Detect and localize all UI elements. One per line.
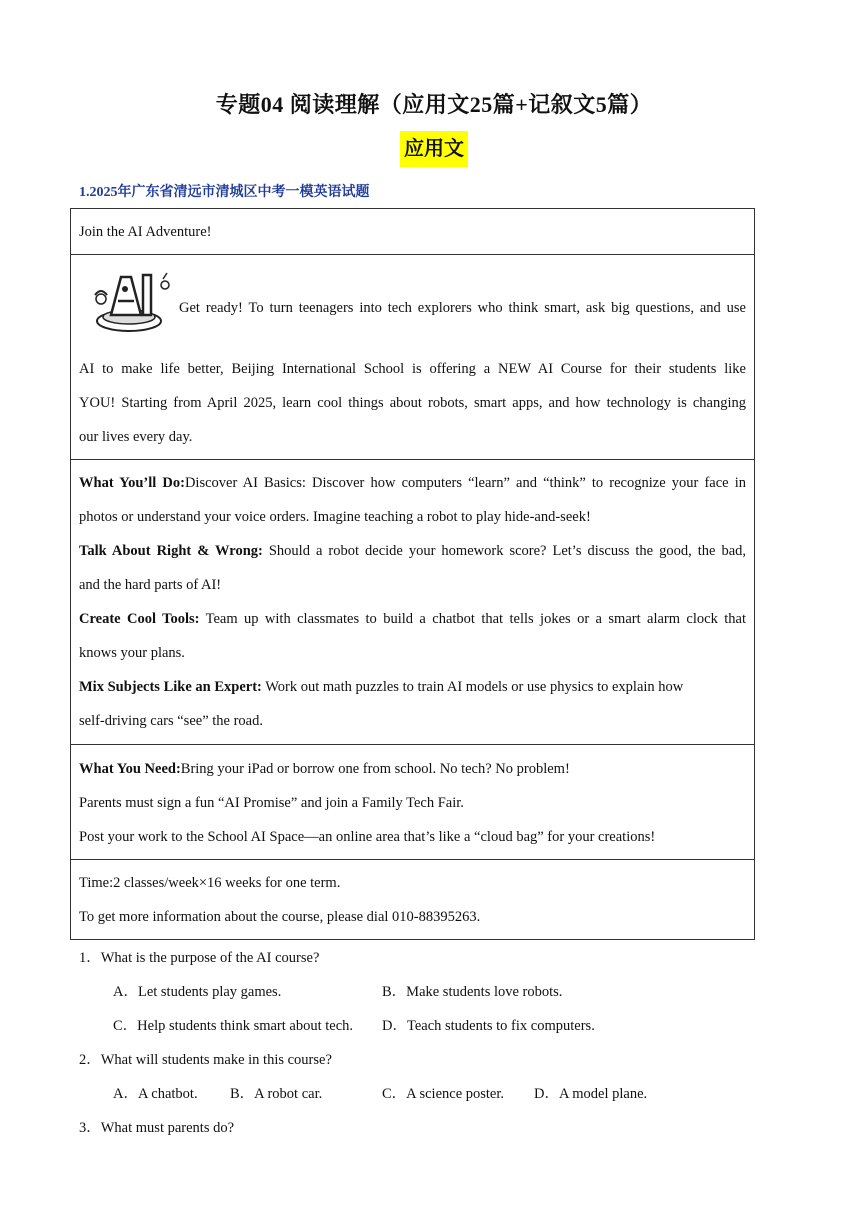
question-1-option-a[interactable]: A．Let students play games. bbox=[113, 984, 282, 1000]
activity-4-label: Mix Subjects Like an Expert: bbox=[79, 679, 262, 695]
intro-line-1: Get ready! To turn teenagers into tech explorers who think smart, ask big questions, and use bbox=[179, 300, 746, 316]
activity-2-line-2: and the hard parts of AI! bbox=[79, 577, 222, 593]
question-2-option-c[interactable]: C．A science poster. bbox=[382, 1086, 505, 1102]
passage-heading: Join the AI Adventure! bbox=[79, 224, 212, 240]
activity-3-line-2: knows your plans. bbox=[79, 645, 185, 661]
ai-robot-cartoon-icon bbox=[85, 265, 175, 337]
activity-1-line-1 bbox=[79, 466, 746, 500]
page-title: 专题04 阅读理解（应用文25篇+记叙文5篇） bbox=[215, 92, 653, 117]
activity-3-text: Team up with classmates to build a chatbot that tells jokes or a smart alarm clock that bbox=[199, 611, 746, 627]
activity-4-text: Work out math puzzles to train AI models or use physics to explain how bbox=[261, 679, 684, 695]
activities-box bbox=[70, 460, 755, 745]
activity-2-line-1 bbox=[79, 534, 746, 568]
activity-3-label: Create Cool Tools: bbox=[79, 611, 200, 627]
question-2-option-d[interactable]: D．A model plane. bbox=[534, 1086, 648, 1102]
question-2-option-b[interactable]: B．A robot car. bbox=[230, 1086, 323, 1102]
questions-section bbox=[79, 941, 779, 1145]
contact-line: To get more information about the course, please dial 010-88395263. bbox=[79, 909, 481, 925]
question-3-stem: 3．What must parents do? bbox=[79, 1120, 235, 1136]
intro-line-4: our lives every day. bbox=[79, 429, 193, 445]
activity-3-line-1 bbox=[79, 602, 746, 636]
question-1-options-row-1 bbox=[79, 975, 779, 1009]
question-2-stem: 2．What will students make in this course? bbox=[79, 1052, 332, 1068]
needs-line-2: Parents must sign a fun “AI Promise” and join a Family Tech Fair. bbox=[79, 795, 464, 811]
needs-box bbox=[70, 745, 755, 860]
question-1-stem: 1．What is the purpose of the AI course? bbox=[79, 950, 320, 966]
intro-line-3: YOU! Starting from April 2025, learn cool things about robots, smart apps, and how technology is changing bbox=[79, 395, 746, 411]
activity-2-label: Talk About Right & Wrong: bbox=[79, 543, 263, 559]
passage-heading-box bbox=[70, 208, 755, 255]
activity-1-text: Discover AI Basics: Discover how computers “learn” and “think” to recognize your face in bbox=[184, 475, 746, 491]
time-line-1: Time:2 classes/week×16 weeks for one term. bbox=[79, 875, 341, 891]
needs-line-3: Post your work to the School AI Space—an online area that’s like a “cloud bag” for your creations! bbox=[79, 829, 656, 845]
exam-source: 1.2025年广东省清远市清城区中考一模英语试题 bbox=[79, 185, 370, 200]
question-1-option-d[interactable]: D．Teach students to fix computers. bbox=[382, 1018, 595, 1034]
question-2-option-a[interactable]: A．A chatbot. bbox=[113, 1086, 198, 1102]
question-2-options-row bbox=[79, 1077, 779, 1111]
needs-text-1: Bring your iPad or borrow one from school. No tech? No problem! bbox=[180, 761, 570, 777]
needs-label: What You Need: bbox=[79, 761, 181, 777]
time-box bbox=[70, 860, 755, 940]
activity-1-line-2: photos or understand your voice orders. Imagine teaching a robot to play hide-and-seek! bbox=[79, 509, 591, 525]
question-1-option-c[interactable]: C．Help students think smart about tech. bbox=[113, 1018, 354, 1034]
activity-4-line-1 bbox=[79, 670, 746, 704]
activity-2-text: Should a robot decide your homework score? Let’s discuss the good, the bad, bbox=[262, 543, 746, 559]
question-1-option-b[interactable]: B．Make students love robots. bbox=[382, 984, 563, 1000]
needs-line-1 bbox=[79, 752, 746, 786]
activity-1-label: What You’ll Do: bbox=[79, 475, 185, 491]
section-label: 应用文 bbox=[400, 131, 468, 167]
question-1-options-row-2 bbox=[79, 1009, 779, 1043]
intro-line-2: AI to make life better, Beijing International School is offering a NEW AI Course for their students like bbox=[79, 361, 746, 377]
activity-4-line-2: self-driving cars “see” the road. bbox=[79, 713, 263, 729]
passage-intro-box bbox=[70, 255, 755, 460]
